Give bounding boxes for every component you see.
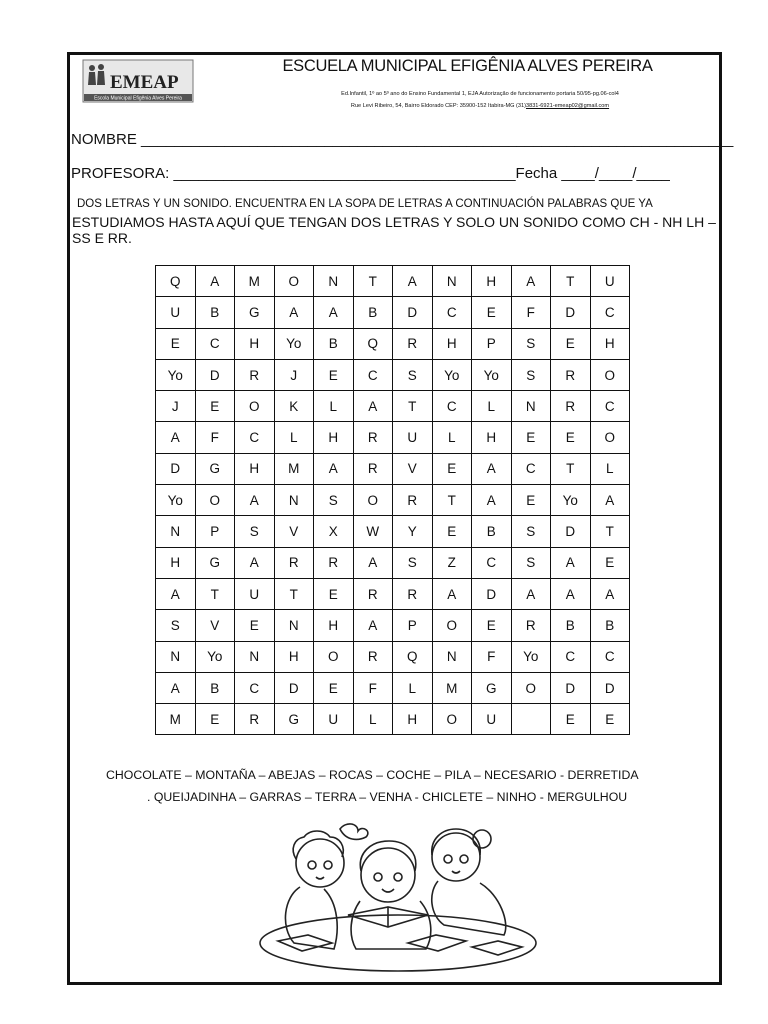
grid-cell xyxy=(511,704,551,735)
grid-cell: T xyxy=(432,485,472,516)
grid-cell: G xyxy=(274,704,314,735)
grid-cell: A xyxy=(472,453,512,484)
grid-cell: E xyxy=(432,453,472,484)
grid-cell: F xyxy=(511,297,551,328)
grid-cell: O xyxy=(511,672,551,703)
grid-cell: W xyxy=(353,516,393,547)
grid-cell: R xyxy=(393,578,433,609)
grid-cell: D xyxy=(551,516,591,547)
grid-row xyxy=(156,391,630,422)
grid-cell: H xyxy=(274,641,314,672)
grid-cell: N xyxy=(314,266,354,297)
grid-cell: H xyxy=(235,328,275,359)
grid-cell: B xyxy=(195,297,235,328)
nombre-field[interactable]: NOMBRE _______________________________________________________________________ xyxy=(71,131,734,148)
grid-cell: D xyxy=(156,453,196,484)
grid-cell: A xyxy=(235,547,275,578)
grid-cell: A xyxy=(156,578,196,609)
grid-cell: O xyxy=(195,485,235,516)
grid-cell: O xyxy=(235,391,275,422)
grid-cell: T xyxy=(274,578,314,609)
grid-cell: L xyxy=(314,391,354,422)
grid-cell: E xyxy=(195,704,235,735)
grid-cell: O xyxy=(274,266,314,297)
grid-cell: S xyxy=(393,359,433,390)
grid-cell: O xyxy=(590,422,630,453)
grid-cell: E xyxy=(472,610,512,641)
grid-cell: B xyxy=(195,672,235,703)
school-info-line2 xyxy=(270,103,690,109)
grid-cell: D xyxy=(551,297,591,328)
grid-cell: E xyxy=(156,328,196,359)
grid-cell: G xyxy=(235,297,275,328)
grid-cell: A xyxy=(353,610,393,641)
grid-row xyxy=(156,578,630,609)
grid-cell: C xyxy=(432,391,472,422)
grid-cell: B xyxy=(551,610,591,641)
grid-cell: B xyxy=(472,516,512,547)
grid-cell: O xyxy=(314,641,354,672)
grid-cell: G xyxy=(472,672,512,703)
grid-cell: B xyxy=(590,610,630,641)
grid-cell: S xyxy=(511,359,551,390)
grid-cell: S xyxy=(235,516,275,547)
grid-cell: L xyxy=(353,704,393,735)
grid-cell: U xyxy=(590,266,630,297)
grid-cell: R xyxy=(393,328,433,359)
grid-row xyxy=(156,610,630,641)
grid-cell: S xyxy=(511,547,551,578)
grid-cell: N xyxy=(432,266,472,297)
grid-cell: Yo xyxy=(472,359,512,390)
grid-cell: Q xyxy=(156,266,196,297)
grid-cell: S xyxy=(393,547,433,578)
grid-cell: E xyxy=(314,672,354,703)
grid-cell: R xyxy=(235,704,275,735)
grid-cell: C xyxy=(590,297,630,328)
grid-cell: R xyxy=(353,641,393,672)
grid-row xyxy=(156,422,630,453)
grid-cell: U xyxy=(393,422,433,453)
grid-cell: N xyxy=(156,516,196,547)
grid-row xyxy=(156,297,630,328)
grid-cell: Q xyxy=(393,641,433,672)
grid-cell: E xyxy=(590,547,630,578)
grid-cell: C xyxy=(235,422,275,453)
grid-cell: V xyxy=(195,610,235,641)
grid-cell: H xyxy=(472,422,512,453)
grid-row xyxy=(156,672,630,703)
word-list-line2: . QUEIJADINHA – GARRAS – TERRA – VENHA - CHICLETE – NINHO - MERGULHOU xyxy=(147,790,628,804)
grid-cell: H xyxy=(432,328,472,359)
grid-cell: T xyxy=(353,266,393,297)
grid-cell: C xyxy=(235,672,275,703)
grid-cell: N xyxy=(432,641,472,672)
grid-row xyxy=(156,641,630,672)
grid-row xyxy=(156,359,630,390)
grid-cell: Yo xyxy=(156,485,196,516)
children-reading-illustration xyxy=(248,815,538,975)
grid-cell: Z xyxy=(432,547,472,578)
school-info-line1: Ed.Infantil, 1º ao 5º ano do Ensino Fundamental 1, EJA Autorização de funcionamento portaria 50/95-pg.06-col4 xyxy=(341,91,619,97)
grid-cell: R xyxy=(551,359,591,390)
grid-cell: E xyxy=(551,422,591,453)
grid-cell: A xyxy=(314,453,354,484)
grid-cell: L xyxy=(472,391,512,422)
grid-cell: E xyxy=(432,516,472,547)
grid-row xyxy=(156,328,630,359)
grid-cell: S xyxy=(156,610,196,641)
grid-cell: R xyxy=(551,391,591,422)
grid-row xyxy=(156,547,630,578)
instructions-line1: DOS LETRAS Y UN SONIDO. ENCUENTRA EN LA SOPA DE LETRAS A CONTINUACIÓN PALABRAS QUE YA xyxy=(77,198,653,210)
school-name: ESCUELA MUNICIPAL EFIGÊNIA ALVES PEREIRA xyxy=(282,57,653,75)
grid-cell: A xyxy=(511,266,551,297)
grid-cell: U xyxy=(156,297,196,328)
grid-cell: T xyxy=(393,391,433,422)
grid-cell: O xyxy=(353,485,393,516)
grid-cell: N xyxy=(274,610,314,641)
grid-cell: Yo xyxy=(432,359,472,390)
grid-row xyxy=(156,453,630,484)
grid-cell: V xyxy=(393,453,433,484)
grid-cell: E xyxy=(511,422,551,453)
grid-cell: T xyxy=(551,266,591,297)
grid-cell: U xyxy=(472,704,512,735)
grid-cell: R xyxy=(274,547,314,578)
grid-cell: P xyxy=(472,328,512,359)
grid-cell: Yo xyxy=(274,328,314,359)
grid-cell: H xyxy=(156,547,196,578)
grid-row xyxy=(156,516,630,547)
grid-cell: U xyxy=(314,704,354,735)
grid-cell: U xyxy=(235,578,275,609)
grid-cell: A xyxy=(472,485,512,516)
grid-cell: Yo xyxy=(156,359,196,390)
grid-cell: A xyxy=(274,297,314,328)
grid-cell: E xyxy=(590,704,630,735)
grid-cell: A xyxy=(551,547,591,578)
school-email: 3831-6921-emeap02@gmail.com xyxy=(525,103,610,109)
school-address: Rue Levi Ribeiro, 54, Bairro Eldorado CEP: 35900-152 Itabira-MG (31) xyxy=(350,103,526,109)
grid-cell: D xyxy=(551,672,591,703)
grid-cell: E xyxy=(235,610,275,641)
grid-cell: H xyxy=(393,704,433,735)
grid-cell: Yo xyxy=(195,641,235,672)
grid-cell: C xyxy=(590,641,630,672)
grid-cell: C xyxy=(551,641,591,672)
instructions-line2: ESTUDIAMOS HASTA AQUÍ QUE TENGAN DOS LETRAS Y SOLO UN SONIDO COMO CH - NH LH – SS E RR. xyxy=(72,214,716,246)
grid-cell: Q xyxy=(353,328,393,359)
profesora-fecha-field[interactable]: PROFESORA: _________________________________________Fecha ____/____/____ xyxy=(71,165,670,182)
grid-row xyxy=(156,704,630,735)
grid-cell: E xyxy=(314,359,354,390)
grid-cell: H xyxy=(314,422,354,453)
grid-cell: N xyxy=(235,641,275,672)
grid-cell: M xyxy=(432,672,472,703)
grid-cell: G xyxy=(195,547,235,578)
grid-row xyxy=(156,266,630,297)
grid-cell: A xyxy=(156,422,196,453)
grid-cell: T xyxy=(551,453,591,484)
grid-cell: T xyxy=(590,516,630,547)
grid-cell: A xyxy=(393,266,433,297)
grid-cell: A xyxy=(590,485,630,516)
grid-row xyxy=(156,485,630,516)
school-logo xyxy=(82,59,194,103)
grid-cell: L xyxy=(432,422,472,453)
grid-cell: A xyxy=(432,578,472,609)
logo-text: EMEAP xyxy=(110,72,179,93)
grid-cell: M xyxy=(235,266,275,297)
grid-cell: A xyxy=(353,547,393,578)
grid-cell: L xyxy=(274,422,314,453)
grid-cell: N xyxy=(511,391,551,422)
grid-cell: P xyxy=(195,516,235,547)
grid-cell: M xyxy=(274,453,314,484)
grid-cell: B xyxy=(353,297,393,328)
grid-cell: C xyxy=(195,328,235,359)
grid-cell: H xyxy=(472,266,512,297)
grid-cell: N xyxy=(274,485,314,516)
grid-cell: A xyxy=(353,391,393,422)
grid-cell: A xyxy=(195,266,235,297)
grid-cell: L xyxy=(393,672,433,703)
grid-cell: C xyxy=(353,359,393,390)
grid-cell: O xyxy=(432,704,472,735)
grid-cell: D xyxy=(472,578,512,609)
grid-cell: C xyxy=(590,391,630,422)
grid-cell: X xyxy=(314,516,354,547)
grid-cell: V xyxy=(274,516,314,547)
grid-cell: N xyxy=(156,641,196,672)
grid-cell: C xyxy=(472,547,512,578)
grid-cell: D xyxy=(274,672,314,703)
grid-cell: B xyxy=(314,328,354,359)
grid-cell: A xyxy=(590,578,630,609)
grid-cell: D xyxy=(195,359,235,390)
grid-cell: S xyxy=(511,516,551,547)
grid-cell: H xyxy=(314,610,354,641)
word-search-grid xyxy=(155,265,630,735)
grid-cell: E xyxy=(195,391,235,422)
grid-cell: R xyxy=(393,485,433,516)
grid-cell: R xyxy=(353,578,393,609)
grid-cell: E xyxy=(551,704,591,735)
logo-subtext: Escola Municipal Efigênia Alves Pereira xyxy=(94,95,182,102)
grid-cell: R xyxy=(314,547,354,578)
grid-cell: C xyxy=(432,297,472,328)
grid-cell: Y xyxy=(393,516,433,547)
grid-cell: S xyxy=(314,485,354,516)
grid-cell: E xyxy=(314,578,354,609)
grid-cell: P xyxy=(393,610,433,641)
grid-cell: R xyxy=(353,422,393,453)
grid-cell: F xyxy=(472,641,512,672)
grid-cell: A xyxy=(235,485,275,516)
word-list-line1: CHOCOLATE – MONTAÑA – ABEJAS – ROCAS – COCHE – PILA – NECESARIO - DERRETIDA xyxy=(106,768,639,782)
grid-cell: R xyxy=(353,453,393,484)
grid-cell: H xyxy=(235,453,275,484)
grid-cell: Yo xyxy=(511,641,551,672)
grid-cell: R xyxy=(235,359,275,390)
grid-cell: R xyxy=(511,610,551,641)
grid-cell: J xyxy=(274,359,314,390)
grid-cell: S xyxy=(511,328,551,359)
grid-cell: D xyxy=(393,297,433,328)
grid-cell: F xyxy=(353,672,393,703)
grid-cell: Yo xyxy=(551,485,591,516)
grid-cell: L xyxy=(590,453,630,484)
grid-cell: J xyxy=(156,391,196,422)
grid-cell: T xyxy=(195,578,235,609)
grid-cell: K xyxy=(274,391,314,422)
grid-cell: G xyxy=(195,453,235,484)
grid-cell: E xyxy=(551,328,591,359)
grid-cell: A xyxy=(314,297,354,328)
grid-cell: D xyxy=(590,672,630,703)
grid-cell: O xyxy=(432,610,472,641)
grid-cell: H xyxy=(590,328,630,359)
grid-cell: M xyxy=(156,704,196,735)
grid-cell: A xyxy=(156,672,196,703)
grid-cell: A xyxy=(551,578,591,609)
grid-cell: A xyxy=(511,578,551,609)
grid-cell: E xyxy=(511,485,551,516)
grid-cell: F xyxy=(195,422,235,453)
grid-cell: E xyxy=(472,297,512,328)
grid-cell: C xyxy=(511,453,551,484)
grid-cell: O xyxy=(590,359,630,390)
